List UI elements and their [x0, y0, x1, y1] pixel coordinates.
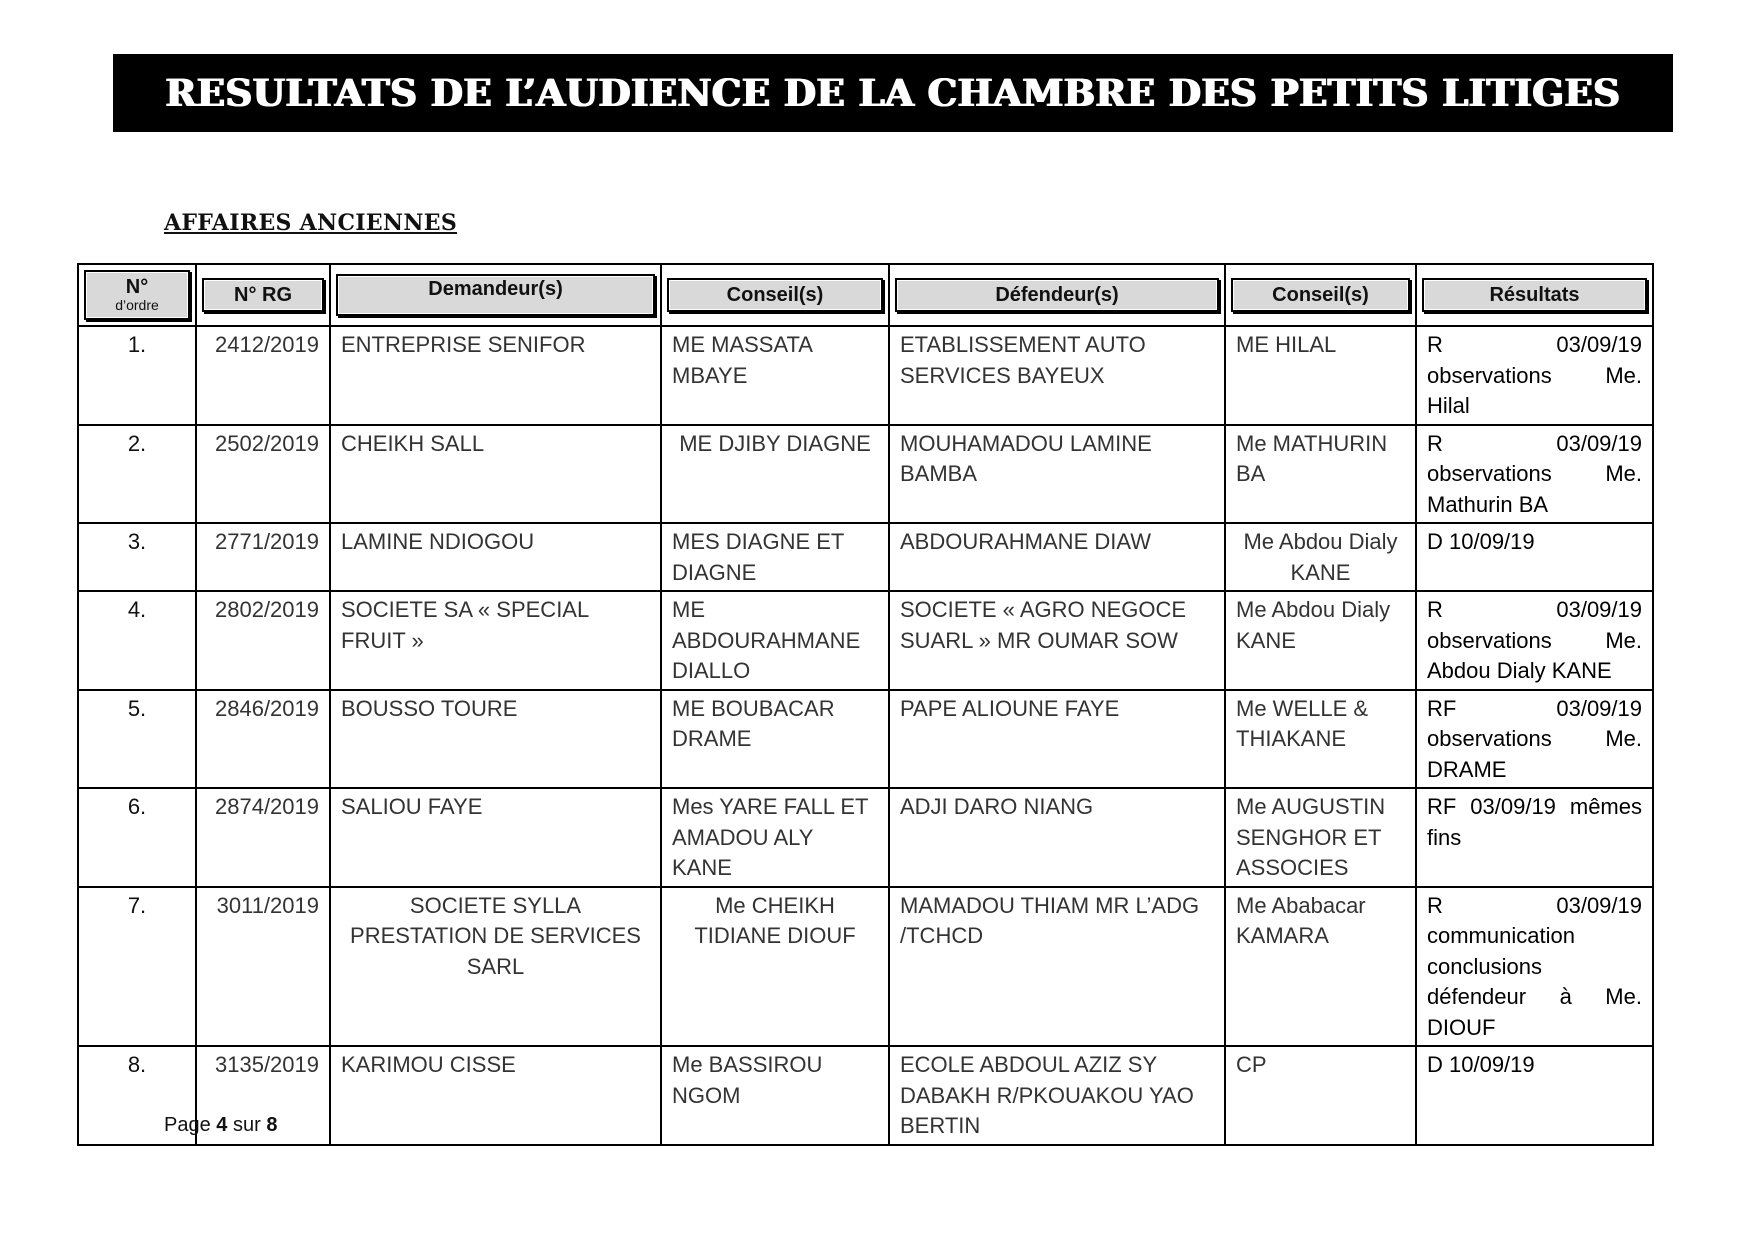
cell-conseil-defendeur: Me AUGUSTIN SENGHOR ET ASSOCIES [1225, 788, 1416, 887]
section-title: AFFAIRES ANCIENNES [164, 210, 458, 236]
footer-page-total: 8 [266, 1114, 278, 1136]
cell-ordre: 1. [78, 326, 196, 425]
result-details: observations Me. Hilal [1427, 362, 1642, 418]
cell-conseil-demandeur: ME MASSATA MBAYE [661, 326, 889, 425]
header-ordre-top: N° [125, 276, 149, 299]
result-details: communication conclusions défendeur à Me. DIOUF [1427, 923, 1642, 1040]
cell-defendeur: ECOLE ABDOUL AZIZ SY DABAKH R/PKOUAKOU YAO BERTIN [889, 1046, 1225, 1145]
result-details: observations Me. Abdou Dialy KANE [1427, 627, 1642, 683]
cell-rg: 2502/2019 [196, 425, 330, 524]
cell-rg: 2412/2019 [196, 326, 330, 425]
cell-conseil-demandeur: Mes YARE FALL ET AMADOU ALY KANE [661, 788, 889, 887]
result-code: D 10/09/19 [1427, 529, 1535, 554]
cell-resultats [1416, 1046, 1653, 1145]
cell-defendeur: MOUHAMADOU LAMINE BAMBA [889, 425, 1225, 524]
cell-demandeur: LAMINE NDIOGOU [330, 523, 661, 591]
cell-ordre: 6. [78, 788, 196, 887]
cell-conseil-defendeur: Me WELLE & THIAKANE [1225, 690, 1416, 789]
result-code: RF 03/09/19 mêmes fins [1427, 794, 1642, 850]
header-rg: N° RG [196, 264, 330, 326]
cell-rg: 3011/2019 [196, 887, 330, 1047]
cases-table [77, 263, 1654, 1146]
cell-resultats [1416, 326, 1653, 425]
cell-ordre: 5. [78, 690, 196, 789]
cell-demandeur: BOUSSO TOURE [330, 690, 661, 789]
footer-separator: sur [232, 1114, 261, 1136]
cell-ordre: 3. [78, 523, 196, 591]
cell-resultats [1416, 591, 1653, 690]
header-resultats: Résultats [1416, 264, 1653, 326]
result-details: observations Me. DRAME [1427, 726, 1642, 782]
header-defendeur: Défendeur(s) [889, 264, 1225, 326]
page-title: RESULTATS DE L’AUDIENCE DE LA CHAMBRE DES PETITS LITIGES [113, 54, 1673, 132]
cell-resultats [1416, 690, 1653, 789]
cell-resultats [1416, 887, 1653, 1047]
table-row [78, 425, 1653, 524]
table-row [78, 326, 1653, 425]
footer-prefix: Page [164, 1114, 211, 1136]
result-code: R [1427, 332, 1443, 357]
table-row [78, 788, 1653, 887]
cell-rg: 2874/2019 [196, 788, 330, 887]
table-row [78, 591, 1653, 690]
table-header-row [78, 264, 1653, 326]
footer-page-number: 4 [216, 1114, 228, 1136]
header-demandeur: Demandeur(s) [330, 264, 661, 326]
cell-ordre: 8. [78, 1046, 196, 1145]
cell-conseil-demandeur: ME DJIBY DIAGNE [661, 425, 889, 524]
cell-rg: 2846/2019 [196, 690, 330, 789]
table-row [78, 887, 1653, 1047]
result-date: 03/09/19 [1556, 332, 1642, 357]
header-ordre-bottom: d’ordre [115, 297, 159, 314]
cell-conseil-demandeur: ME ABDOURAHMANE DIALLO [661, 591, 889, 690]
cell-rg: 2771/2019 [196, 523, 330, 591]
cell-rg: 3135/2019 [196, 1046, 330, 1145]
cell-defendeur: ABDOURAHMANE DIAW [889, 523, 1225, 591]
cell-resultats [1416, 523, 1653, 591]
cell-conseil-demandeur: ME BOUBACAR DRAME [661, 690, 889, 789]
result-code: RF [1427, 695, 1457, 721]
cell-conseil-demandeur: Me BASSIROU NGOM [661, 1046, 889, 1145]
cell-conseil-demandeur: MES DIAGNE ET DIAGNE [661, 523, 889, 591]
header-conseil-defendeur: Conseil(s) [1225, 264, 1416, 326]
result-date: 03/09/19 [1556, 695, 1642, 721]
cell-conseil-defendeur: Me Abdou Dialy KANE [1225, 523, 1416, 591]
cell-conseil-defendeur: Me MATHURIN BA [1225, 425, 1416, 524]
cell-defendeur: SOCIETE « AGRO NEGOCE SUARL » MR OUMAR SOW [889, 591, 1225, 690]
header-conseil-demandeur: Conseil(s) [661, 264, 889, 326]
cell-defendeur: ADJI DARO NIANG [889, 788, 1225, 887]
table-row [78, 690, 1653, 789]
result-code: R [1427, 430, 1443, 456]
cell-conseil-demandeur: Me CHEIKH TIDIANE DIOUF [661, 887, 889, 1047]
cell-ordre: 7. [78, 887, 196, 1047]
cell-rg: 2802/2019 [196, 591, 330, 690]
cell-ordre: 4. [78, 591, 196, 690]
cell-resultats [1416, 788, 1653, 887]
cell-resultats [1416, 425, 1653, 524]
cell-ordre: 2. [78, 425, 196, 524]
header-ordre [78, 264, 196, 326]
table-row [78, 523, 1653, 591]
cell-demandeur: SOCIETE SYLLA PRESTATION DE SERVICES SARL [330, 887, 661, 1047]
cell-defendeur: ETABLISSEMENT AUTO SERVICES BAYEUX [889, 326, 1225, 425]
result-code: R [1427, 597, 1443, 622]
page-footer [164, 1114, 277, 1137]
cell-conseil-defendeur: Me Abdou Dialy KANE [1225, 591, 1416, 690]
cell-demandeur: CHEIKH SALL [330, 425, 661, 524]
result-date: 03/09/19 [1556, 892, 1642, 918]
cell-demandeur: SOCIETE SA « SPECIAL FRUIT » [330, 591, 661, 690]
cell-demandeur: KARIMOU CISSE [330, 1046, 661, 1145]
result-details: observations Me. Mathurin BA [1427, 461, 1642, 517]
cell-conseil-defendeur: CP [1225, 1046, 1416, 1145]
result-code: D 10/09/19 [1427, 1052, 1535, 1077]
cell-conseil-defendeur: ME HILAL [1225, 326, 1416, 425]
cell-conseil-defendeur: Me Ababacar KAMARA [1225, 887, 1416, 1047]
cell-defendeur: MAMADOU THIAM MR L’ADG /TCHCD [889, 887, 1225, 1047]
result-code: R [1427, 892, 1443, 918]
cell-defendeur: PAPE ALIOUNE FAYE [889, 690, 1225, 789]
result-date: 03/09/19 [1556, 597, 1642, 622]
result-date: 03/09/19 [1556, 430, 1642, 456]
cell-demandeur: SALIOU FAYE [330, 788, 661, 887]
cell-demandeur: ENTREPRISE SENIFOR [330, 326, 661, 425]
table-row [78, 1046, 1653, 1145]
